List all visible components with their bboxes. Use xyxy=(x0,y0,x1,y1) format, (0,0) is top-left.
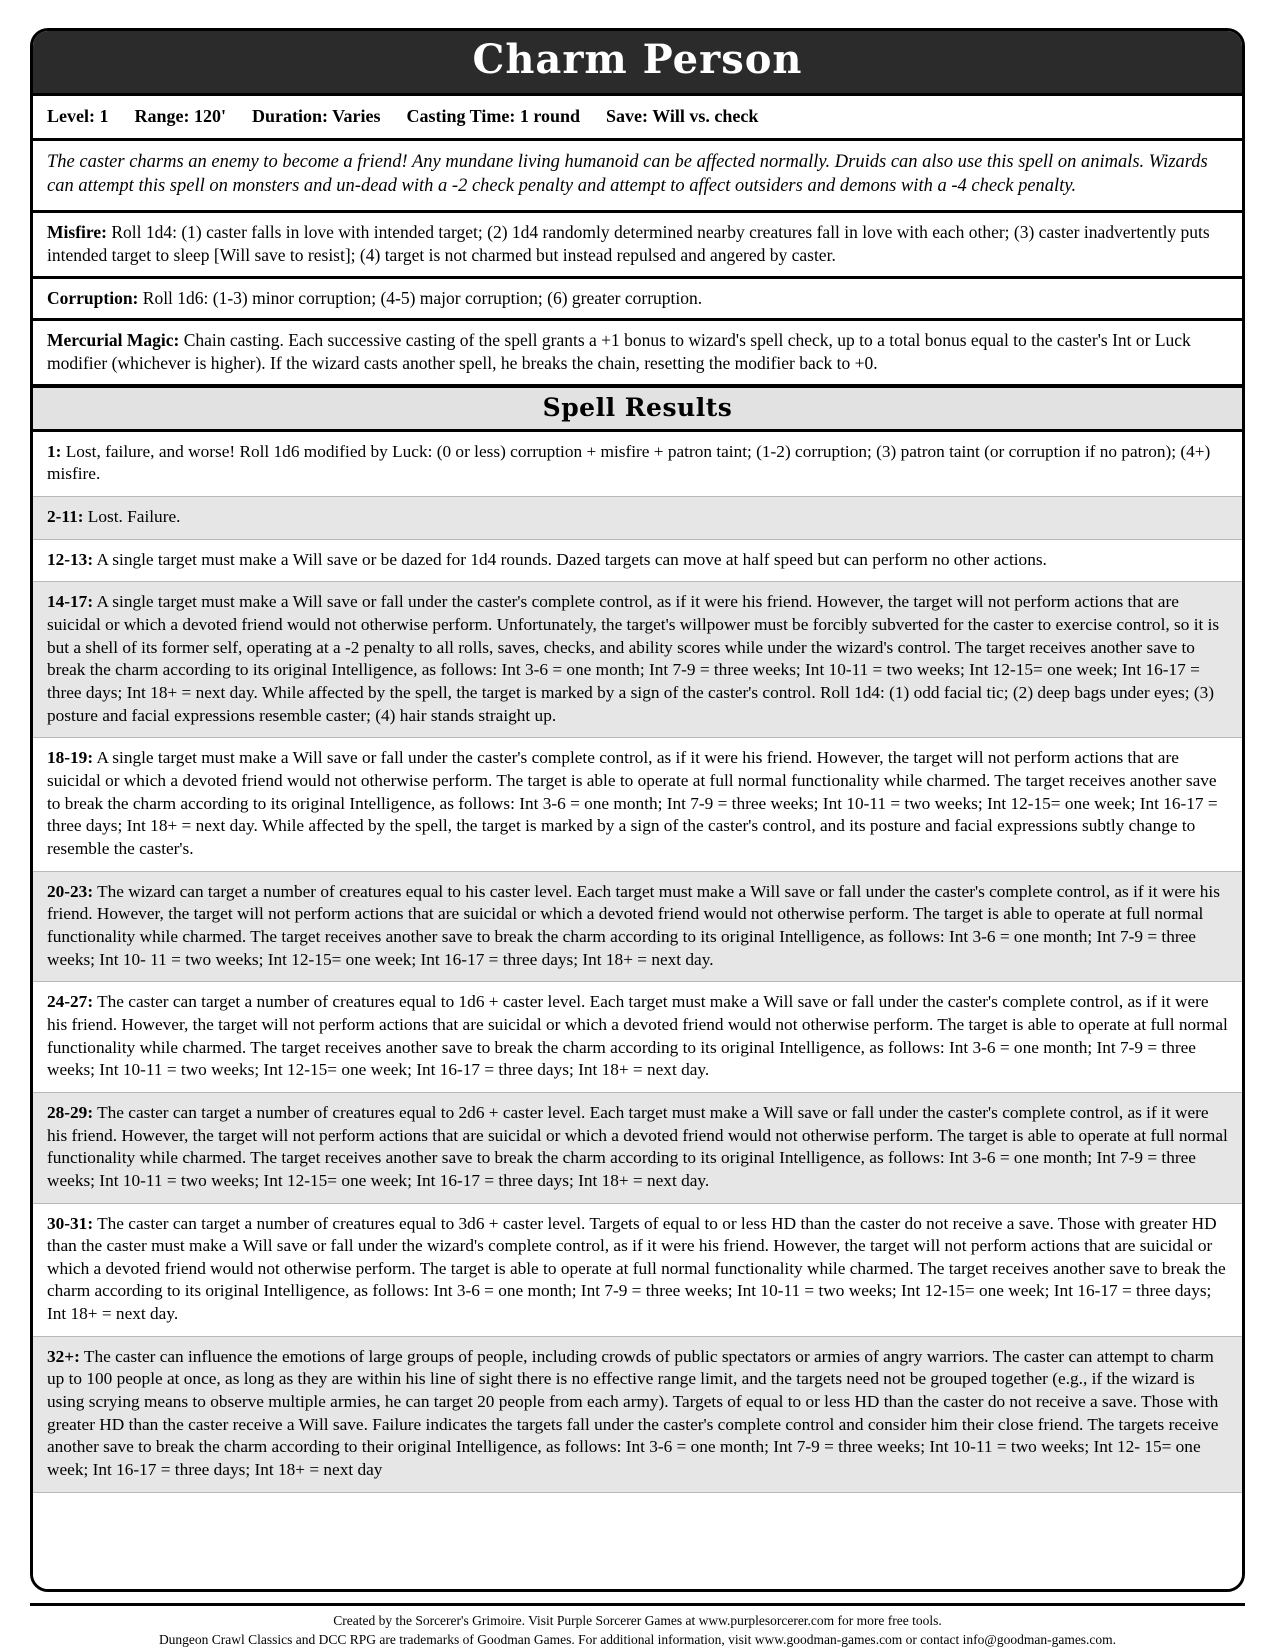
corruption-label: Corruption: xyxy=(47,287,139,308)
spell-meta-casting-time: Casting Time: 1 round xyxy=(406,106,581,126)
spell-corruption-row xyxy=(33,279,1242,322)
spell-result-text: A single target must make a Will save or fall under the caster's complete control, as if it were his friend. However, the target will not perform actions that are suicidal or which a devoted friend would not otherwise perform. The target is able to operate at full normal functionality while charmed. The target receives another save to break the charm according to its original Intelligence, as follows: Int 3-6 = one month; Int 7-9 = three weeks; Int 10-11 = two weeks; Int 12-15= one week; Int 16-17 = three days; Int 18+ = next day. While affected by the spell, the target is marked by a sign of the caster's control, and its posture and facial expressions subtly change to resemble the caster's. xyxy=(47,748,1218,858)
spell-result-range: 30-31: xyxy=(47,1213,94,1233)
spell-card xyxy=(30,28,1245,1592)
spell-result-row xyxy=(33,582,1242,738)
spell-meta-duration: Duration: Varies xyxy=(251,106,381,126)
spell-result-row xyxy=(33,982,1242,1093)
spell-result-row xyxy=(33,1204,1242,1337)
spell-result-range: 12-13: xyxy=(47,549,94,569)
spell-result-text: The caster can influence the emotions of large groups of people, including crowds of public spectators or armies of angry warriors. The caster can attempt to charm up to 100 people at once, as long as they are within his line of sight there is no effective range limit, and the targets need not be grouped together (e.g., if the wizard is using scrying means to observe multiple armies, he can target 20 people from each army). Targets of equal to or less HD than the caster do not receive a save. Those with greater HD than the caster receive a Will save. Failure indicates the targets fall under the caster's complete control and consider him their close friend. The targets receive another save to break the charm according to their original Intelligence, as follows: Int 3-6 = one month; Int 7-9 = three weeks; Int 10-11 = two weeks; Int 12- 15= one week; Int 16-17 = three days; Int 18+ = next day xyxy=(47,1346,1219,1480)
spell-result-range: 20-23: xyxy=(47,881,94,901)
spell-result-row xyxy=(33,540,1242,583)
spell-description: The caster charms an enemy to become a friend! Any mundane living humanoid can be affected normally. Druids can also use this spell on animals. Wizards can attempt this spell on monsters and un-dead with a -2 check penalty and attempt to affect outsiders and demons with a -4 check penalty. xyxy=(33,141,1242,213)
spell-result-range: 32+: xyxy=(47,1346,80,1366)
spell-results-list xyxy=(33,432,1242,1493)
spell-result-row xyxy=(33,497,1242,540)
misfire-label: Misfire: xyxy=(47,222,107,243)
spell-title-bar xyxy=(33,31,1242,96)
spell-mercurial-magic-row xyxy=(33,321,1242,387)
spell-result-text: A single target must make a Will save or be dazed for 1d4 rounds. Dazed targets can move at half speed but can perform no other actions. xyxy=(93,549,1047,569)
spell-result-row xyxy=(33,872,1242,983)
spell-result-text: The wizard can target a number of creatures equal to his caster level. Each target must make a Will save or fall under the caster's complete control, as if it were his friend. However, the target will not perform actions that are suicidal or which a devoted friend would not otherwise perform. The target is able to operate at full normal functionality while charmed. The target receives another save to break the charm according to its original Intelligence, as follows: Int 3-6 = one month; Int 7-9 = three weeks; Int 10- 11 = two weeks; Int 12-15= one week; Int 16-17 = three days; Int 18+ = next day. xyxy=(47,881,1220,969)
spell-title: Charm Person xyxy=(472,36,803,83)
spell-result-row xyxy=(33,432,1242,497)
spell-result-text: Lost. Failure. xyxy=(83,507,181,527)
spell-result-range: 24-27: xyxy=(47,992,94,1012)
spell-meta-range: Range: 120' xyxy=(134,106,226,126)
spell-result-text: The caster can target a number of creatures equal to 3d6 + caster level. Targets of equal to or less HD than the caster do not receive a save. Those with greater HD than the caster must make a Will save or fall under the wizard's complete control, as if it were his friend. However, the target will not perform actions that are suicidal or which a devoted friend would not otherwise perform. The target is able to operate at full normal functionality while charmed. The target receives another save to break the charm according to its original Intelligence, as follows: Int 3-6 = one month; Int 7-9 = three weeks; Int 10-11 = two weeks; Int 12-15= one week; Int 16-17 = three days; Int 18+ = next day. xyxy=(47,1213,1226,1324)
spell-results-header xyxy=(33,387,1242,432)
spell-result-range: 18-19: xyxy=(47,748,94,768)
mercurial-magic-label: Mercurial Magic: xyxy=(47,330,180,351)
spell-result-row xyxy=(33,1337,1242,1493)
misfire-text: Roll 1d4: (1) caster falls in love with intended target; (2) 1d4 randomly determined nearby creatures fall in love with each other; (3) caster inadvertently puts intended target to sleep [Will save to resist]; (4) target is not charmed but instead repulsed and angered by caster. xyxy=(47,222,1210,265)
spell-results-heading: Spell Results xyxy=(542,392,733,422)
spell-meta-level: Level: 1 xyxy=(47,106,109,126)
page-footer xyxy=(30,1603,1245,1650)
spell-result-row xyxy=(33,738,1242,871)
spell-result-range: 1: xyxy=(47,441,62,461)
mercurial-magic-text: Chain casting. Each successive casting of the spell grants a +1 bonus to wizard's spell check, up to a total bonus equal to the caster's Int or Luck modifier (whichever is higher). If the wizard casts another spell, he breaks the chain, resetting the modifier back to +0. xyxy=(47,330,1191,374)
card-blank-filler xyxy=(33,1493,1242,1589)
footer-line-trademarks: Dungeon Crawl Classics and DCC RPG are trademarks of Goodman Games. For additional information, visit www.goodman-games.com or contact info@goodman-games.com. xyxy=(158,1632,1117,1648)
spell-result-range: 28-29: xyxy=(47,1102,94,1122)
spell-result-text: Lost, failure, and worse! Roll 1d6 modified by Luck: (0 or less) corruption + misfire + patron taint; (1-2) corruption; (3) patron taint (or corruption if no patron); (4+) misfire. xyxy=(47,441,1211,484)
spell-misfire-row xyxy=(33,213,1242,279)
spell-meta-row xyxy=(33,96,1242,141)
spell-result-text: The caster can target a number of creatures equal to 1d6 + caster level. Each target must make a Will save or fall under the caster's complete control, as if it were his friend. However, the target will not perform actions that are suicidal or which a devoted friend would not otherwise perform. The target is able to operate at full normal functionality while charmed. The target receives another save to break the charm according to its original Intelligence, as follows: Int 3-6 = one month; Int 7-9 = three weeks; Int 10-11 = two weeks; Int 12-15= one week; Int 16-17 = three days; Int 18+ = next day. xyxy=(47,992,1228,1080)
spell-result-range: 2-11: xyxy=(47,507,84,527)
spell-result-text: A single target must make a Will save or fall under the caster's complete control, as if it were his friend. However, the target will not perform actions that are suicidal or which a devoted friend would not otherwise perform. Unfortunately, the target's willpower must be forcibly subverted for the caster to exercise control, so it is but a shell of its former self, operating at a -2 penalty to all rolls, saves, checks, and ability scores while under the wizard's control. The target receives another save to break the charm according to its original Intelligence, as follows: Int 3-6 = one month; Int 7-9 = three weeks; Int 10-11 = two weeks; Int 12-15= one week; Int 16-17 = three days; Int 18+ = next day. While affected by the spell, the target is marked by a sign of the caster's control. Roll 1d4: (1) odd facial tic; (2) deep bags under eyes; (3) posture and facial expressions resemble caster; (4) hair stands straight up. xyxy=(47,592,1220,725)
spell-result-range: 14-17: xyxy=(47,592,94,612)
spell-result-text: The caster can target a number of creatures equal to 2d6 + caster level. Each target must make a Will save or fall under the caster's complete control, as if it were his friend. However, the target will not perform actions that are suicidal or which a devoted friend would not otherwise perform. The target is able to operate at full normal functionality while charmed. The target receives another save to break the charm according to its original Intelligence, as follows: Int 3-6 = one month; Int 7-9 = three weeks; Int 10-11 = two weeks; Int 12-15= one week; Int 16-17 = three days; Int 18+ = next day. xyxy=(47,1102,1228,1190)
spell-meta-save: Save: Will vs. check xyxy=(606,106,759,126)
footer-line-credits: Created by the Sorcerer's Grimoire. Visit Purple Sorcerer Games at www.purplesorcerer.com for more free tools. xyxy=(333,1612,942,1628)
corruption-text: Roll 1d6: (1-3) minor corruption; (4-5) major corruption; (6) greater corruption. xyxy=(138,287,703,308)
spell-result-row xyxy=(33,1093,1242,1204)
